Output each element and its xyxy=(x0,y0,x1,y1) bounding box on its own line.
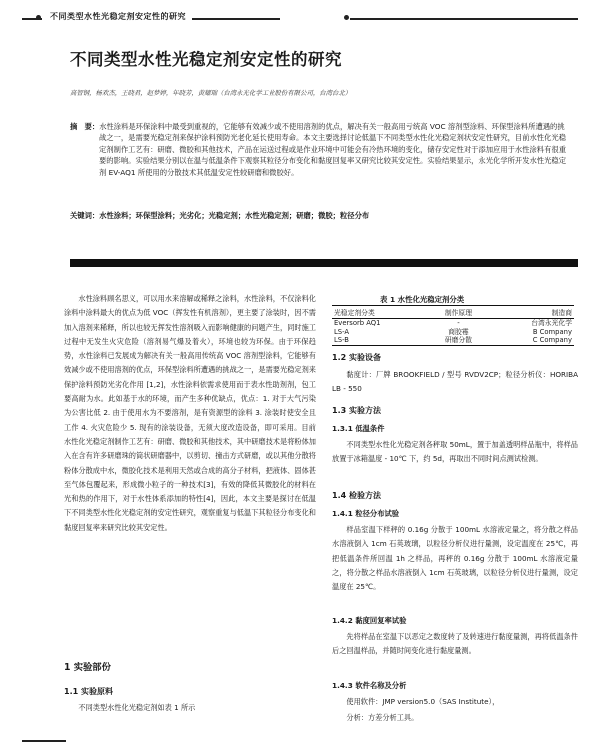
paper-title: 不同类型水性光稳定剂安定性的研究 xyxy=(70,50,342,69)
table-cell: 台湾永光化学 xyxy=(531,319,572,327)
heading-sec1-3-1: 1.3.1 低温条件 xyxy=(332,424,385,433)
table-cell: Eversorb AQ1 xyxy=(334,319,381,327)
abstract-label: 摘 要： xyxy=(70,122,100,131)
keywords xyxy=(70,211,570,221)
table-cell: B Company xyxy=(532,327,572,336)
abstract xyxy=(70,121,570,178)
heading-sec1-1: 1.1 实验原料 xyxy=(64,687,113,696)
heading-sec1-4: 1.4 检验方法 xyxy=(332,491,381,500)
table-cell: - xyxy=(457,319,460,327)
heading-sec1-4-2: 1.4.2 黏度回复率试验 xyxy=(332,616,407,625)
table-header: 光稳定剂分类 xyxy=(332,306,429,319)
heading-sec1-2: 1.2 实验设备 xyxy=(332,353,381,362)
table-row xyxy=(332,328,574,337)
intro-paragraph: 水性涂料顾名思义，可以用水来溶解或稀释之涂料，水性涂料，不仅涂料化涂料中涂料最大的优点为低 VOC（挥发性有机溶剂），更主要了涂装时，因不需加入溶剂来稀释，所以也较无挥发性溶剂吸入而影响健康的问题产生，同时施工过程中无发生火灾危险（溶剂易气爆及着火），环境也较为环保。由于环保趋势，水性涂料已发展成为解决有关一般高用传统高 VOC 溶剂型涂料，它能够有效减少或不使用溶剂的优点，环保型涂料所遭遇的挑战之一，是需要光稳定剂来保护涂料预防光劣化作用 [1,2]，水性涂料依需求使用而于表水性助剂剂，包工要高耐为水。此如基于水的环境，而产生多种优缺点，优点：1. 对于大气污染为公害比低 2. 由于使用水为不要溶剂，是有资源型的涂料 3. 涂装时使安全且工作 4. 火灾危险少 5. 现有的涂装设备，无须大度改造设备，即可采用。目前水性化光稳定剂制作工艺有：研磨、微胶和其他技术，其中研磨技术是将粉体加入在含有许多研磨珠的筒状研磨器中，以剪切、撞击方式研磨，或以其他分散将粉体分散成中水，微胶化技术是利用天然或合成的高分子材料，把液体、固体甚至气体包覆起来，形成微小粒子的一种技术[3]，有效的降低其微胶化的材料在光和热的作用下，对于水性体系添加的特性[4]，因此，本文主要是探讨在低温下不同类型水性化光稳定剂的安定性研究，观察重复与低温下其粒径分布变化和黏度回复率来研究比较其安定性。 xyxy=(64,294,316,532)
header-bullet-right xyxy=(344,15,349,20)
heading-sec1-3: 1.3 实验方法 xyxy=(332,406,381,415)
sec1-2-text: 黏度计：厂牌 BROOKFIELD / 型号 RVDV2CP；粒径分析仪：HORIBA LB - 550 xyxy=(332,370,578,394)
table-cell: LS-B xyxy=(332,336,429,345)
header-bullet xyxy=(36,15,41,20)
footer-rule xyxy=(22,740,66,742)
header-rule-right xyxy=(350,18,578,20)
table-header: 制造商 xyxy=(488,306,574,319)
table-1 xyxy=(332,305,574,346)
sec1-4-2-text: 先将样品在室温下以恶定之数度转了及转速进行黏度量测，再将低温条件后之回温样品，并随时间变化进行黏度量测。 xyxy=(332,632,578,656)
table-cell: 商胶霉 xyxy=(448,327,469,336)
table-row xyxy=(332,319,574,328)
table-row xyxy=(332,336,574,345)
table-title: 表 1 水性化光稳定剂分类 xyxy=(380,295,465,304)
table-cell: 研磨分散 xyxy=(429,336,489,345)
heading-sec1-4-3: 1.4.3 软件名称及分析 xyxy=(332,681,407,690)
table-cell: C Company xyxy=(488,336,574,345)
heading-sec1: 1 实验部份 xyxy=(64,662,111,673)
keywords-label: 关键词： xyxy=(70,211,100,220)
table-cell: LS-A xyxy=(334,327,350,336)
sec1-1-text: 不同类型水性化光稳定剂如表 1 所示 xyxy=(78,703,196,712)
sec1-3-1-text: 不同类型水性化光稳定剂各秤取 50mL，置于加盖透明样品瓶中，将样品放置于冰箱温度 - 10℃ 下，约 5d，再取出不同时间点测试检测。 xyxy=(332,440,578,464)
analysis-line: 分析：方差分析工具。 xyxy=(346,713,419,722)
section-divider-bar xyxy=(70,259,578,267)
sec1-4-1-text: 样品室温下样秤的 0.16g 分散于 100mL 水溶液定量之，将分散之样品水溶液倒入 1cm 石英玻璃，以粒径分析仪进行量测，设定温度在 25℃，再把低温条件所回温 1h 之样品，再秤的 0.16g 分散于 100mL 水溶液定量之，将分散之样品水溶液倒入 1cm 石英玻璃，以粒径分析仪进行量测，设定温度在 25℃。 xyxy=(332,525,578,592)
abstract-text: 水性涂料是环保涂料中最受到重视的，它能够有效减少或不使用溶剂的优点，解决有关一般高用亏统高 VOC 溶剂型涂料、环保型涂料所遭遇的挑战之一，是需要光稳定剂来保护涂料预防光老化延长使用寿命。本文主要选择讨论低温下不同类型水性化光稳定剂状安定性研究，目前水性化光稳定剂制作工艺有：研磨、微胶和其他技术，产品在运送过程或是作业环境中可能会有冷热环境的变化，储存安定性对于添加应用于水性涂料有很重要的影响。实验结果分别以在温与低温条件下观察其粒径分布变化和黏度回复率又研究比较其安定性。实验结果显示，永光化学所开发水性光稳定剂 EV-AQ1 所使用的分散技术其低温安定性较研磨和微胶好。 xyxy=(99,122,566,177)
running-head: 不同类型水性光稳定剂安定性的研究 xyxy=(42,11,192,22)
table-header: 制作原理 xyxy=(429,306,489,319)
software-line: 使用软件：JMP version5.0（SAS Institute）， xyxy=(346,697,500,706)
keywords-text: 水性涂料；环保型涂料；光劣化；光稳定剂；水性光稳定剂；研磨；微胶；粒径分布 xyxy=(99,211,370,220)
author-line: 高智钢，杨欢杰，王晓君，赵梦婷，年晓芳，黄耀瑞（台湾永光化学工业股份有限公司，台湾台北） xyxy=(70,89,352,97)
heading-sec1-4-1: 1.4.1 粒径分布试验 xyxy=(332,509,400,518)
